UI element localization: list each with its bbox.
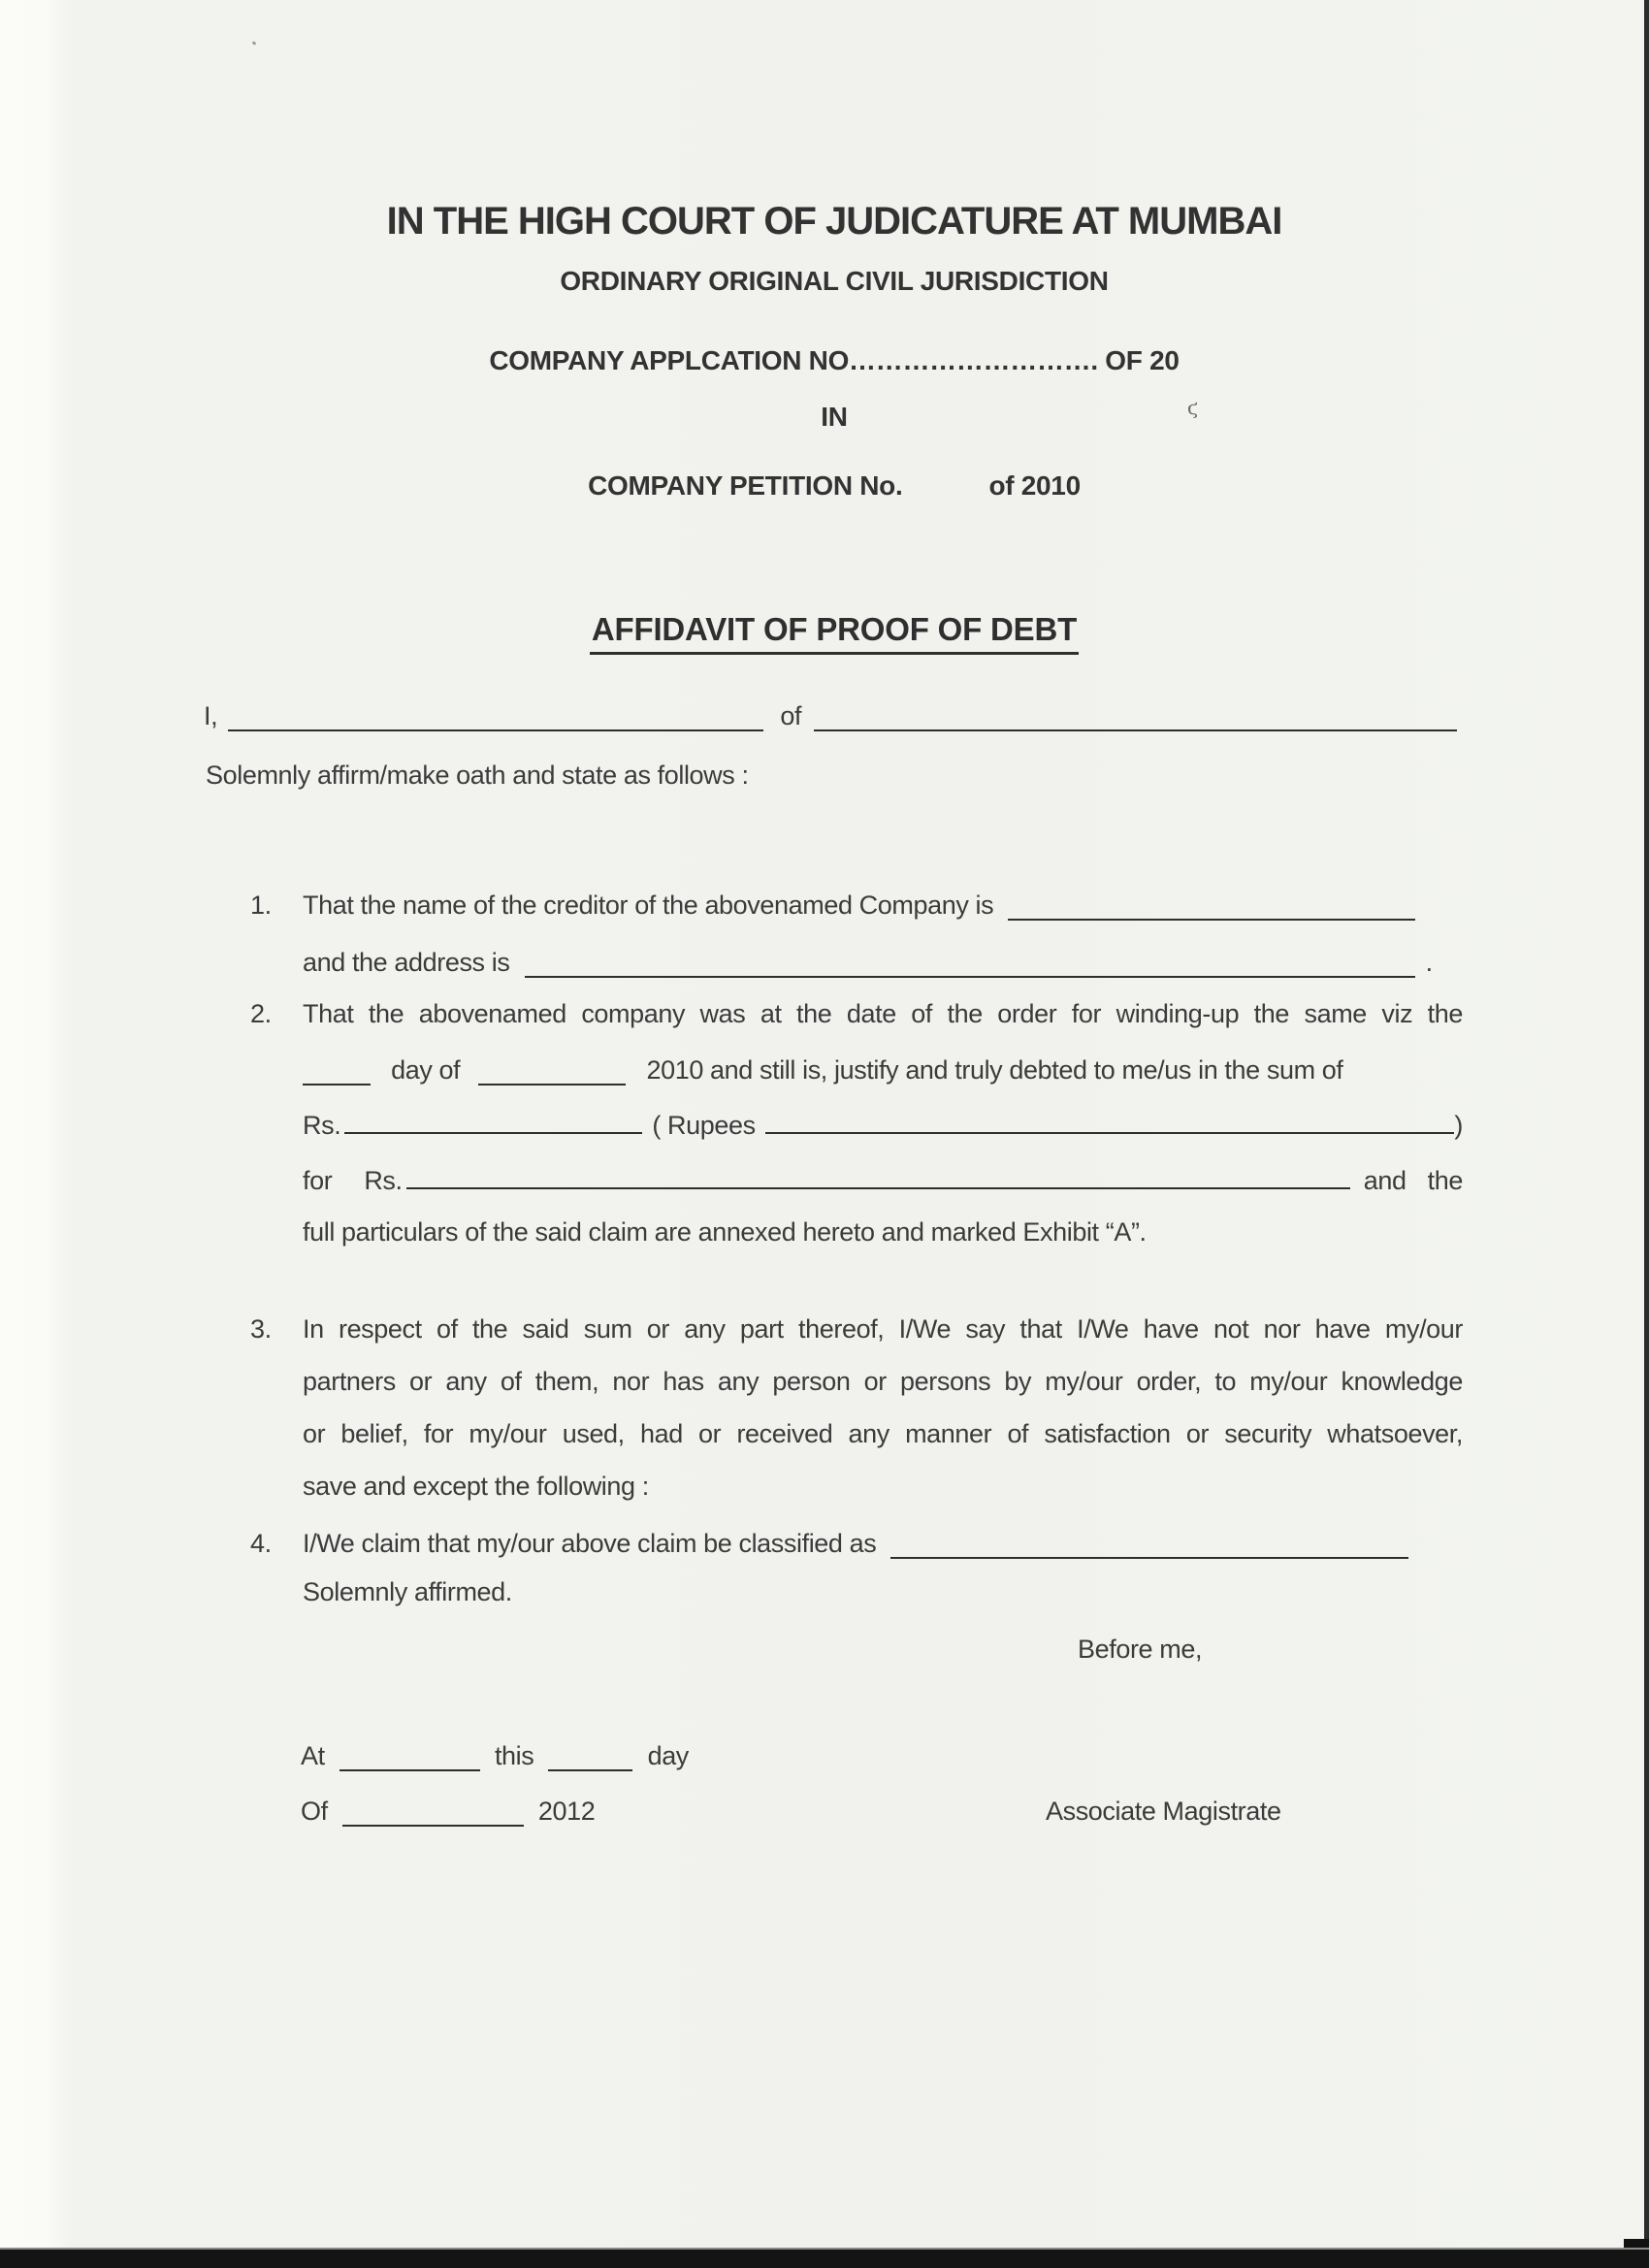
of-month-label: Of [301, 1797, 328, 1826]
petition-year: of 2010 [988, 470, 1081, 501]
scan-speck [252, 41, 257, 46]
item-3-number: 3. [250, 1314, 272, 1344]
item-3-line-3: or belief, for my/our used, had or received any manner of satisfaction or security whatsoever, [303, 1419, 1463, 1448]
place-blank [340, 1766, 480, 1771]
i-label: I, [204, 701, 218, 730]
address-period: . [1425, 948, 1433, 977]
jurisdiction-line: ORDINARY ORIGINAL CIVIL JURISDICTION [560, 266, 1109, 296]
item-1-number: 1. [250, 891, 272, 920]
affidavit-heading-row [10, 611, 1649, 655]
petition-line [10, 470, 1649, 502]
in-separator: IN [821, 402, 848, 432]
oath-line: Solemnly affirm/make oath and state as follows : [206, 761, 749, 790]
this-label: this [494, 1741, 534, 1770]
amount-figures-blank [344, 1128, 642, 1134]
of-line [301, 1797, 595, 1827]
item-4-line-1 [303, 1529, 1408, 1559]
signatory-line: Associate Magistrate [1046, 1797, 1281, 1826]
before-me-line: Before me, [1078, 1635, 1203, 1664]
at-label: At [301, 1741, 325, 1770]
the-word: the [1427, 1166, 1463, 1195]
stray-ink-mark: ϛ [1187, 396, 1199, 419]
solemnly-affirmed-line: Solemnly affirmed. [303, 1577, 512, 1606]
item-4-number: 4. [250, 1529, 272, 1558]
application-number-line: COMPANY APPLCATION NO………………………. OF 20 [489, 345, 1180, 375]
day-of-label: day of [391, 1055, 461, 1085]
item-3-line-1: In respect of the said sum or any part thereof, I/We say that I/We have not nor have my/our [303, 1314, 1463, 1344]
classified-as-text: I/We claim that my/our above claim be classified as [303, 1529, 877, 1558]
for-label: for [303, 1166, 333, 1195]
month-name-blank [342, 1821, 524, 1827]
scan-edge-right [1644, 0, 1649, 2268]
month-blank [478, 1080, 626, 1085]
rs-label: Rs. [303, 1111, 341, 1140]
item-2-line-3 [303, 1111, 1463, 1141]
and-word: and [1363, 1166, 1406, 1195]
amount-words-blank [765, 1128, 1455, 1134]
item-2-line-2 [303, 1055, 1463, 1085]
day-number-blank [303, 1080, 371, 1085]
close-paren: ) [1454, 1111, 1463, 1140]
for-rs-label: Rs. [364, 1166, 403, 1195]
court-title: IN THE HIGH COURT OF JUDICATURE AT MUMBAI [386, 200, 1282, 243]
year-label: 2012 [537, 1797, 596, 1826]
item-2-line-1: That the abovenamed company was at the date of the order for winding-up the same viz the [303, 999, 1463, 1028]
item-1-line-1 [303, 891, 1415, 921]
address-blank [525, 972, 1415, 978]
item-1-text: That the name of the creditor of the abovenamed Company is [303, 891, 994, 920]
affidavit-heading: AFFIDAVIT OF PROOF OF DEBT [590, 611, 1079, 655]
petition-label: COMPANY PETITION No. [588, 470, 903, 501]
item-1-line-2 [303, 948, 1433, 978]
day-label: day [647, 1741, 689, 1770]
day-blank [548, 1766, 632, 1771]
at-line [301, 1741, 689, 1771]
item-2-line-5: full particulars of the said claim are annexed hereto and marked Exhibit “A”. [303, 1217, 1147, 1247]
item-3-line-2: partners or any of them, nor has any person or persons by my/our order, to my/our knowledge [303, 1367, 1463, 1396]
deponent-line [204, 701, 1457, 731]
classification-blank [890, 1553, 1408, 1559]
address-label: and the address is [303, 948, 510, 977]
for-amount-blank [406, 1183, 1350, 1189]
deponent-address-blank [814, 726, 1457, 731]
item-2-number: 2. [250, 999, 272, 1028]
rupees-label: ( Rupees [652, 1111, 756, 1140]
item-3-line-4: save and except the following : [303, 1472, 649, 1501]
of-label: of [780, 701, 802, 730]
deponent-name-blank [228, 726, 763, 731]
item-2-line-4 [303, 1166, 1463, 1196]
creditor-name-blank [1008, 915, 1415, 921]
debt-text: 2010 and still is, justify and truly debted to me/us in the sum of [646, 1055, 1343, 1085]
scan-edge-bottom [0, 2248, 1649, 2268]
